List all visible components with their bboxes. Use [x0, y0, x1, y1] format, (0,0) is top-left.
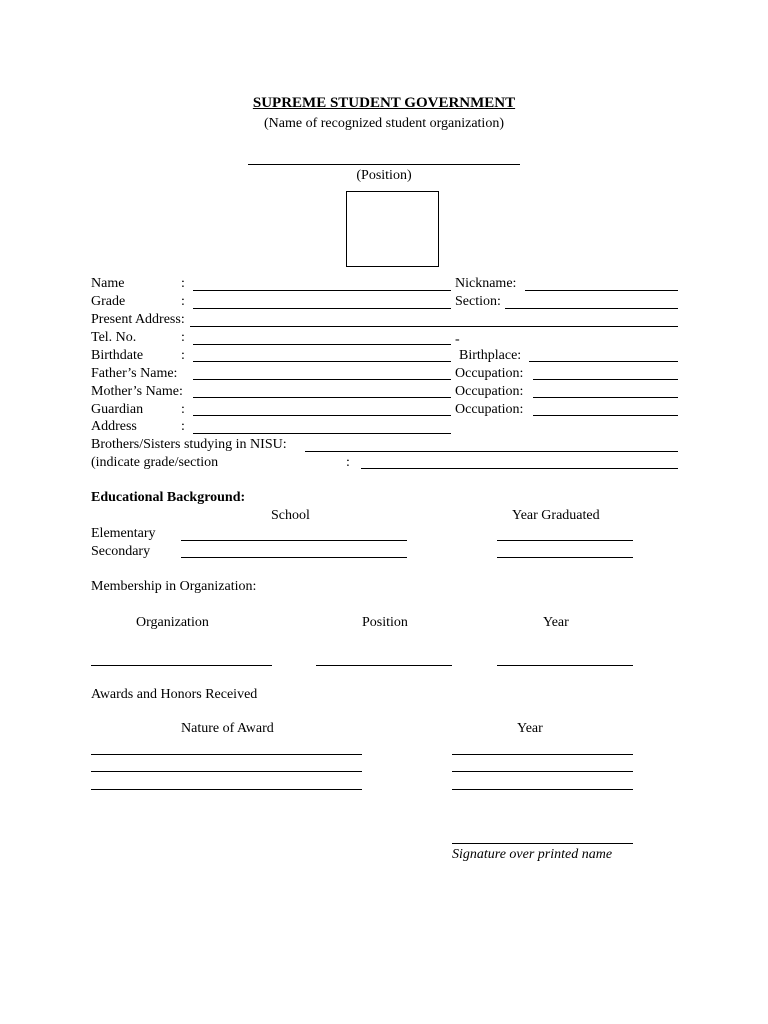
membership-year-field[interactable]: [497, 665, 633, 666]
siblings-label: Brothers/Sisters studying in NISU:: [91, 437, 287, 452]
position-label: (Position): [356, 168, 412, 183]
position-field[interactable]: [248, 164, 520, 165]
form-subtitle: (Name of recognized student organization): [264, 116, 504, 131]
tel-dash: -: [455, 332, 460, 347]
secondary-label: Secondary: [91, 544, 151, 559]
section-field[interactable]: [505, 308, 678, 309]
colon: :: [181, 276, 185, 291]
present-address-field[interactable]: [190, 326, 678, 327]
membership-heading: Membership in Organization:: [91, 579, 257, 594]
position-column-header: Position: [362, 615, 408, 630]
section-label: Section:: [455, 294, 501, 309]
elementary-school-field[interactable]: [181, 540, 407, 541]
membership-position-field[interactable]: [316, 665, 452, 666]
grade-field[interactable]: [193, 308, 451, 309]
elementary-label: Elementary: [91, 526, 156, 541]
award-year-field[interactable]: [452, 771, 633, 772]
organization-field[interactable]: [91, 665, 272, 666]
colon: :: [181, 348, 185, 363]
address-label: Address: [91, 419, 137, 434]
secondary-year-field[interactable]: [497, 557, 633, 558]
award-field[interactable]: [91, 754, 362, 755]
year-graduated-header: Year Graduated: [512, 508, 600, 523]
award-field[interactable]: [91, 789, 362, 790]
birthplace-label: Birthplace:: [459, 348, 522, 363]
colon: :: [346, 455, 350, 470]
father-occupation-field[interactable]: [533, 379, 678, 380]
fathers-name-label: Father’s Name:: [91, 366, 178, 381]
present-address-label: Present Address:: [91, 312, 185, 327]
address-field[interactable]: [193, 433, 451, 434]
nature-of-award-header: Nature of Award: [181, 721, 274, 736]
photo-box[interactable]: [346, 191, 439, 267]
colon: :: [181, 330, 185, 345]
form-title: SUPREME STUDENT GOVERNMENT: [252, 95, 516, 111]
award-year-field[interactable]: [452, 789, 633, 790]
nickname-label: Nickname:: [455, 276, 517, 291]
colon: :: [181, 419, 185, 434]
tel-no-field[interactable]: [193, 344, 451, 345]
siblings-grade-field[interactable]: [361, 468, 678, 469]
name-field[interactable]: [193, 290, 451, 291]
award-year-header: Year: [517, 721, 543, 736]
siblings-field[interactable]: [305, 451, 678, 452]
guardian-occupation-field[interactable]: [533, 415, 678, 416]
award-year-field[interactable]: [452, 754, 633, 755]
mothers-name-field[interactable]: [193, 397, 451, 398]
colon: :: [181, 402, 185, 417]
school-column-header: School: [271, 508, 310, 523]
elementary-year-field[interactable]: [497, 540, 633, 541]
father-occupation-label: Occupation:: [455, 366, 524, 381]
birthdate-field[interactable]: [193, 361, 451, 362]
signature-field[interactable]: [452, 843, 633, 844]
mother-occupation-label: Occupation:: [455, 384, 524, 399]
name-label: Name: [91, 276, 125, 291]
signature-label: Signature over printed name: [452, 847, 613, 862]
colon: :: [181, 294, 185, 309]
awards-heading: Awards and Honors Received: [91, 687, 258, 702]
mothers-name-label: Mother’s Name:: [91, 384, 183, 399]
organization-column-header: Organization: [136, 615, 209, 630]
nickname-field[interactable]: [525, 290, 678, 291]
fathers-name-field[interactable]: [193, 379, 451, 380]
mother-occupation-field[interactable]: [533, 397, 678, 398]
guardian-occupation-label: Occupation:: [455, 402, 524, 417]
award-field[interactable]: [91, 771, 362, 772]
birthplace-field[interactable]: [529, 361, 678, 362]
birthdate-label: Birthdate: [91, 348, 144, 363]
indicate-label: (indicate grade/section: [91, 455, 219, 470]
membership-year-column-header: Year: [543, 615, 569, 630]
secondary-school-field[interactable]: [181, 557, 407, 558]
guardian-field[interactable]: [193, 415, 451, 416]
grade-label: Grade: [91, 294, 126, 309]
guardian-label: Guardian: [91, 402, 144, 417]
education-heading: Educational Background:: [91, 490, 246, 505]
tel-no-label: Tel. No.: [91, 330, 137, 345]
